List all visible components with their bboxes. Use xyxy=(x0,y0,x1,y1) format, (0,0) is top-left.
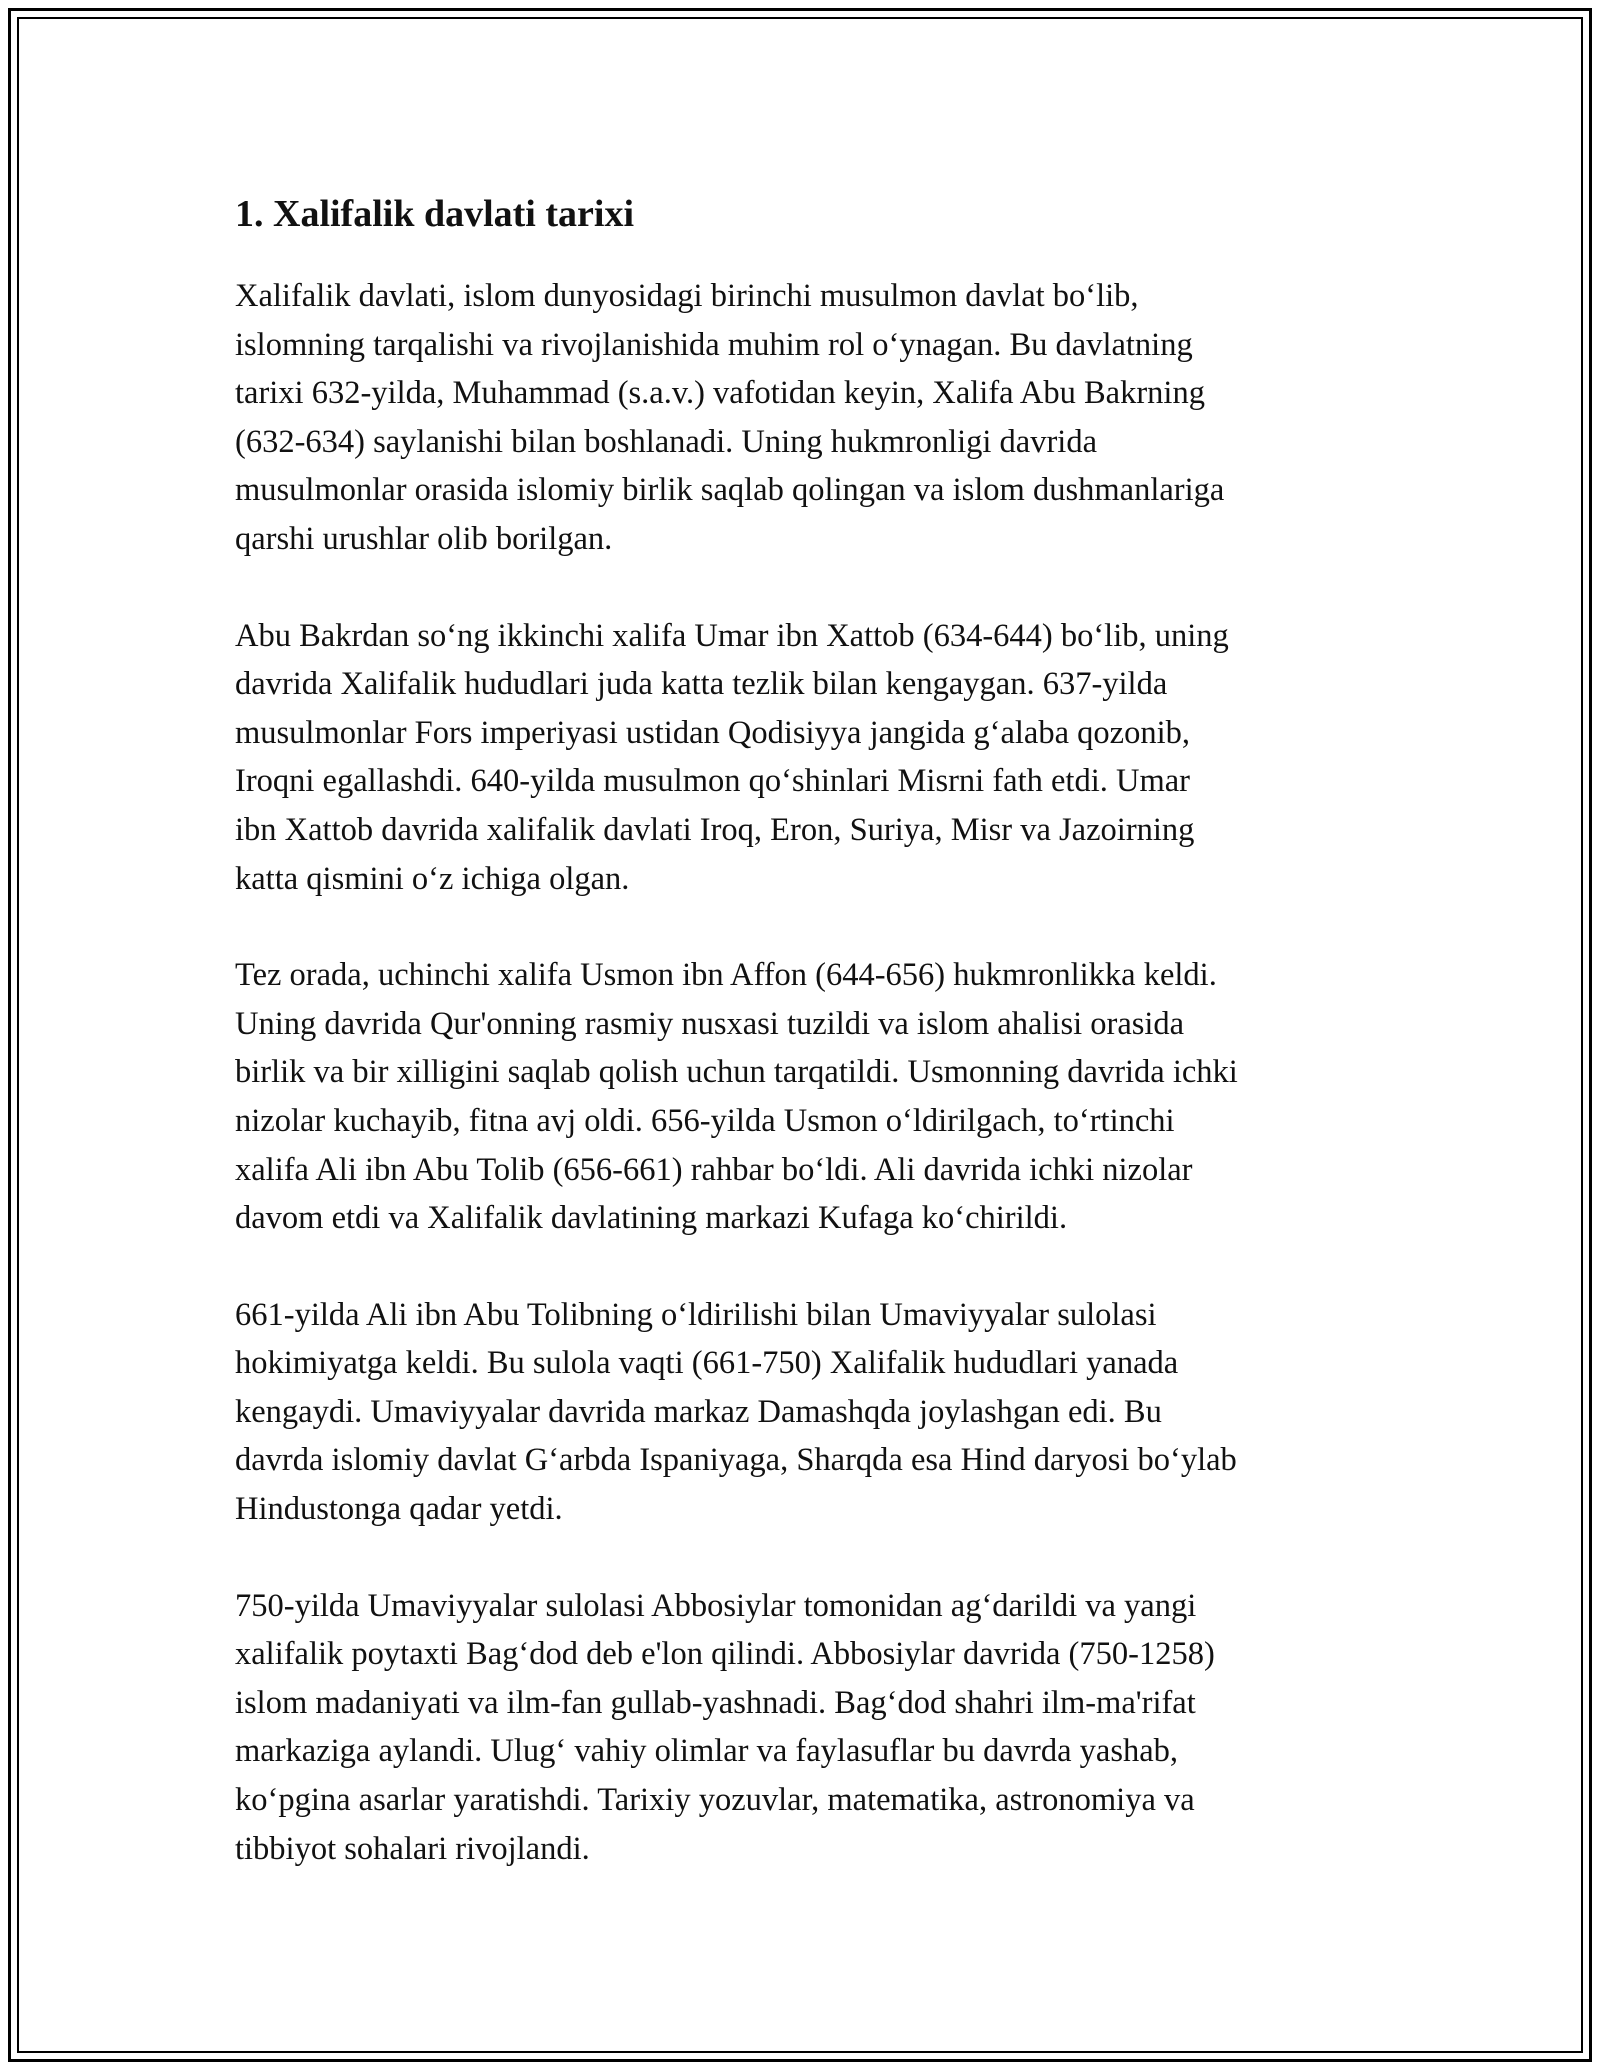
paragraph-2: Abu Bakrdan so‘ng ikkinchi xalifa Umar ibn Xattob (634-644) bo‘lib, uning davrida Xalifalik hududlari juda katta tezlik bilan kengaygan. 637-yilda musulmonlar Fors imperiyasi ustidan Qodisiyya jangida g‘alaba qozonib, Iroqni egallashdi. 640-yilda musulmon qo‘shinlari Misrni fath etdi. Umar ibn Xattob davrida xalifalik davlati Iroq, Eron, Suriya, Misr va Jazoirning katta qismini o‘z ichiga olgan. xyxy=(235,617,1229,897)
section-heading: 1. Xalifalik davlati tarixi xyxy=(235,193,634,235)
paragraph-4: 661-yilda Ali ibn Abu Tolibning o‘ldirilishi bilan Umaviyyalar sulolasi hokimiyatga keldi. Bu sulola vaqti (661-750) Xalifalik hududlari yanada kengaydi. Umaviyyalar davrida markaz Damashqda joylashgan edi. Bu davrda islomiy davlat G‘arbda Ispaniyaga, Sharqda esa Hind daryosi bo‘ylab Hindustonga qadar yetdi. xyxy=(235,1296,1237,1528)
paragraph-3: Tez orada, uchinchi xalifa Usmon ibn Affon (644-656) hukmronlikka keldi. Uning davrida Qur'onning rasmiy nusxasi tuzildi va islom ahalisi orasida birlik va bir xilligini saqlab qolish uchun tarqatildi. Usmonning davrida ichki nizolar kuchayib, fitna avj oldi. 656-yilda Usmon o‘ldirilgach, to‘rtinchi xalifa Ali ibn Abu Tolib (656-661) rahbar bo‘ldi. Ali davrida ichki nizolar davom etdi va Xalifalik davlatining markazi Kufaga ko‘chirildi. xyxy=(235,957,1238,1237)
paragraph-5: 750-yilda Umaviyyalar sulolasi Abbosiylar tomonidan ag‘darildi va yangi xalifalik poytaxti Bag‘dod deb e'lon qilindi. Abbosiylar davrida (750-1258) islom madaniyati va ilm-fan gullab-yashnadi. Bag‘dod shahri ilm-ma'rifat markaziga aylandi. Ulug‘ vahiy olimlar va faylasuflar bu davrda yashab, ko‘pgina asarlar yaratishdi. Tarixiy yozuvlar, matematika, astronomiya va tibbiyot sohalari rivojlandi. xyxy=(235,1587,1215,1867)
paragraph-1: Xalifalik davlati, islom dunyosidagi birinchi musulmon davlat bo‘lib, islomning tarqalishi va rivojlanishida muhim rol o‘ynagan. Bu davlatning tarixi 632-yilda, Muhammad (s.a.v.) vafotidan keyin, Xalifa Abu Bakrning (632-634) saylanishi bilan boshlanadi. Uning hukmronligi davrida musulmonlar orasida islomiy birlik saqlab qolingan va islom dushmanlariga qarshi urushlar olib borilgan. xyxy=(235,278,1225,557)
document-body xyxy=(235,186,1385,1921)
